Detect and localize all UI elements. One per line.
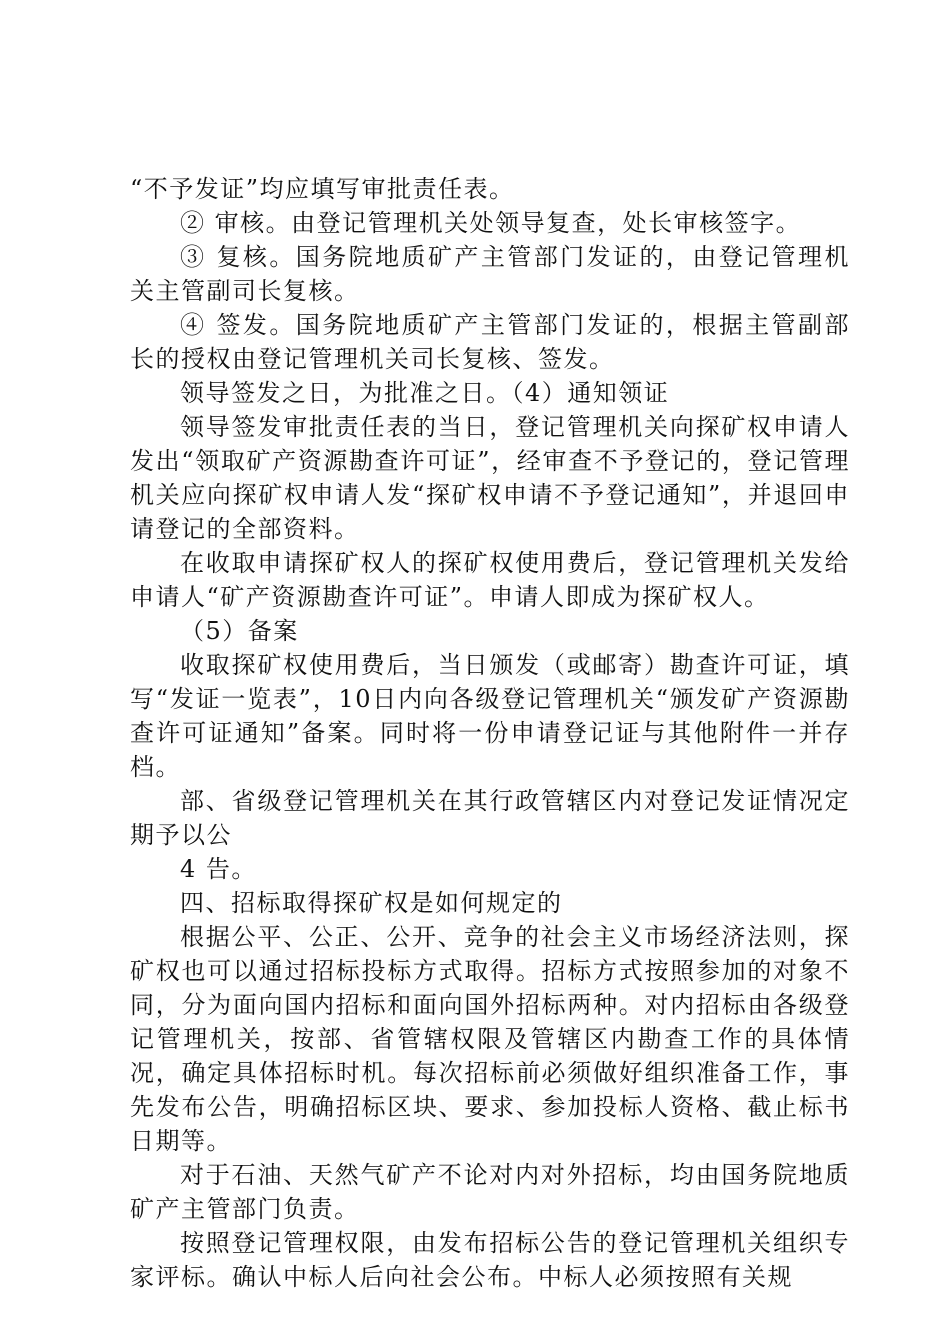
paragraph: ④ 签发。国务院地质矿产主管部门发证的，根据主管副部长的授权由登记管理机关司长复核、签发。 (130, 311, 850, 373)
paragraph: 根据公平、公正、公开、竞争的社会主义市场经济法则，探矿权也可以通过招标投标方式取得。招标方式按照参加的对象不同，分为面向国内招标和面向国外招标两种。对内招标由各级登记管理机关，按部、省管辖权限及管辖区内勘查工作的具体情况，确定具体招标时机。每次招标前必须做好组织准备工作，事先发布公告，明确招标区块、要求、参加投标人资格、截止标书日期等。 (130, 923, 850, 1155)
paragraph: 在收取申请探矿权人的探矿权使用费后，登记管理机关发给申请人“矿产资源勘查许可证”。申请人即成为探矿权人。 (130, 549, 850, 611)
paragraph: （5）备案 (180, 617, 299, 645)
paragraph: 领导签发之日，为批准之日。（4）通知领证 (180, 379, 670, 407)
paragraph: 对于石油、天然气矿产不论对内对外招标，均由国务院地质矿产主管部门负责。 (130, 1161, 850, 1223)
paragraph: “不予发证”均应填写审批责任表。 (130, 175, 515, 203)
paragraph: 部、省级登记管理机关在其行政管辖区内对登记发证情况定期予以公 (130, 787, 850, 849)
paragraph: ③ 复核。国务院地质矿产主管部门发证的，由登记管理机关主管副司长复核。 (130, 243, 850, 305)
paragraph: 4 告。 (180, 855, 257, 883)
paragraph: 收取探矿权使用费后，当日颁发（或邮寄）勘查许可证，填写“发证一览表”，10日内向各级登记管理机关“颁发矿产资源勘查许可证通知”备案。同时将一份申请登记证与其他附件一并存档。 (130, 651, 850, 781)
section-heading: 四、招标取得探矿权是如何规定的 (180, 889, 563, 917)
document-body (130, 172, 850, 1294)
paragraph: ② 审核。由登记管理机关处领导复查，处长审核签字。 (180, 209, 802, 237)
paragraph: 按照登记管理权限，由发布招标公告的登记管理机关组织专家评标。确认中标人后向社会公布。中标人必须按照有关规 (130, 1229, 850, 1291)
paragraph: 领导签发审批责任表的当日，登记管理机关向探矿权申请人发出“领取矿产资源勘查许可证”，经审查不予登记的，登记管理机关应向探矿权申请人发“探矿权申请不予登记通知”，并退回申请登记的全部资料。 (130, 413, 850, 543)
